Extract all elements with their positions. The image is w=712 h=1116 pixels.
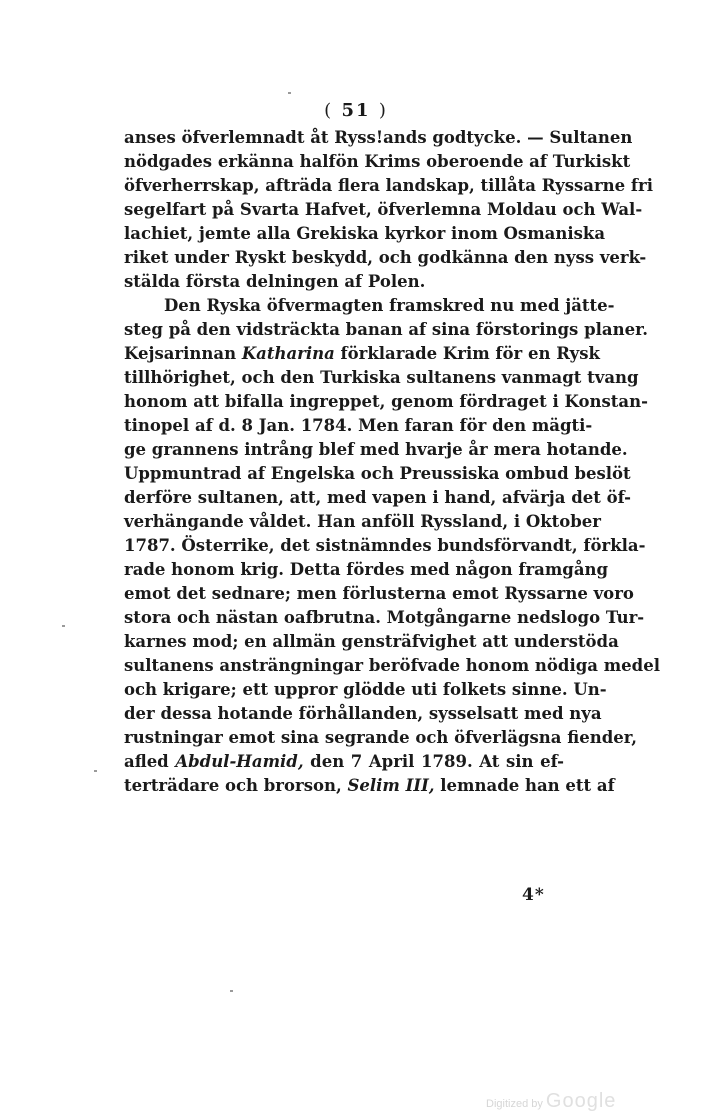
text-line: och krigare; ett uppror glödde uti folkets sinne. Un- [124, 680, 607, 699]
page-number-value: 51 [341, 100, 371, 121]
text-line: öfverherrskap, afträda flera landskap, tillåta Ryssarne fri [124, 176, 653, 195]
print-speck [94, 770, 97, 772]
text-line: stälda första delningen af Polen. [124, 272, 426, 291]
text-line: rade honom krig. Detta fördes med någon framgång [124, 560, 609, 579]
text-line: ge grannens intrång blef med hvarje år mera hotande. [124, 440, 628, 459]
signature-mark: 4* [522, 885, 545, 905]
digitizer-watermark [486, 1090, 616, 1113]
open-paren: ( [324, 100, 334, 121]
print-speck [230, 990, 233, 992]
text-segment: lemnade han ett af [434, 776, 615, 795]
text-line: steg på den vidsträckta banan af sina förstorings planer. [124, 320, 648, 339]
emphasized-name: Abdul-Hamid, [175, 752, 304, 771]
text-line: nödgades erkänna halfön Krims oberoende af Turkiskt [124, 152, 631, 171]
emphasized-name: Selim III, [347, 776, 435, 795]
text-line: Den Ryska öfvermagten framskred nu med jätte- [164, 296, 615, 315]
text-segment: Kejsarinnan [124, 344, 242, 363]
print-speck [62, 625, 65, 627]
text-line: karnes mod; en allmän gensträfvighet att understöda [124, 632, 619, 651]
body-text [124, 126, 660, 798]
watermark-prefix: Digitized by [486, 1098, 543, 1110]
text-line [124, 774, 615, 798]
text-line: der dessa hotande förhållanden, sysselsatt med nya [124, 704, 602, 723]
text-line: riket under Ryskt beskydd, och godkänna den nyss verk- [124, 248, 647, 267]
text-segment: den 7 April 1789. At sin ef- [303, 752, 564, 771]
text-segment: afled [124, 752, 176, 771]
text-segment: terträdare och brorson, [124, 776, 348, 795]
print-speck [288, 92, 291, 94]
text-line: derföre sultanen, att, med vapen i hand, afvärja det öf- [124, 488, 631, 507]
text-line: tillhörighet, och den Turkiska sultanens vanmagt tvang [124, 368, 639, 387]
watermark-brand: Google [545, 1090, 617, 1112]
close-paren: ) [378, 100, 388, 121]
text-segment: förklarade Krim för en Rysk [334, 344, 600, 363]
text-line [124, 750, 564, 774]
text-line [124, 342, 600, 366]
text-line: segelfart på Svarta Hafvet, öfverlemna Moldau och Wal- [124, 200, 643, 219]
page-number [0, 100, 712, 121]
text-line: verhängande våldet. Han anföll Ryssland, i Oktober [124, 512, 601, 531]
text-line: honom att bifalla ingreppet, genom fördraget i Konstan- [124, 392, 648, 411]
text-line: emot det sednare; men förlusterna emot Ryssarne voro [124, 584, 634, 603]
text-line: Uppmuntrad af Engelska och Preussiska ombud beslöt [124, 464, 631, 483]
text-line: sultanens ansträngningar beröfvade honom nödiga medel [124, 656, 660, 675]
text-line: tinopel af d. 8 Jan. 1784. Men faran för den mägti- [124, 416, 593, 435]
emphasized-name: Katharina [241, 344, 335, 363]
text-line: stora och nästan oafbrutna. Motgångarne nedslogo Tur- [124, 608, 645, 627]
text-line: 1787. Österrike, det sistnämndes bundsförvandt, förkla- [124, 536, 646, 555]
text-line: lachiet, jemte alla Grekiska kyrkor inom Osmaniska [124, 224, 606, 243]
text-line: anses öfverlemnadt åt Ryss!ands godtycke. — Sultanen [124, 128, 633, 147]
text-line: rustningar emot sina segrande och öfverlägsna fiender, [124, 728, 637, 747]
